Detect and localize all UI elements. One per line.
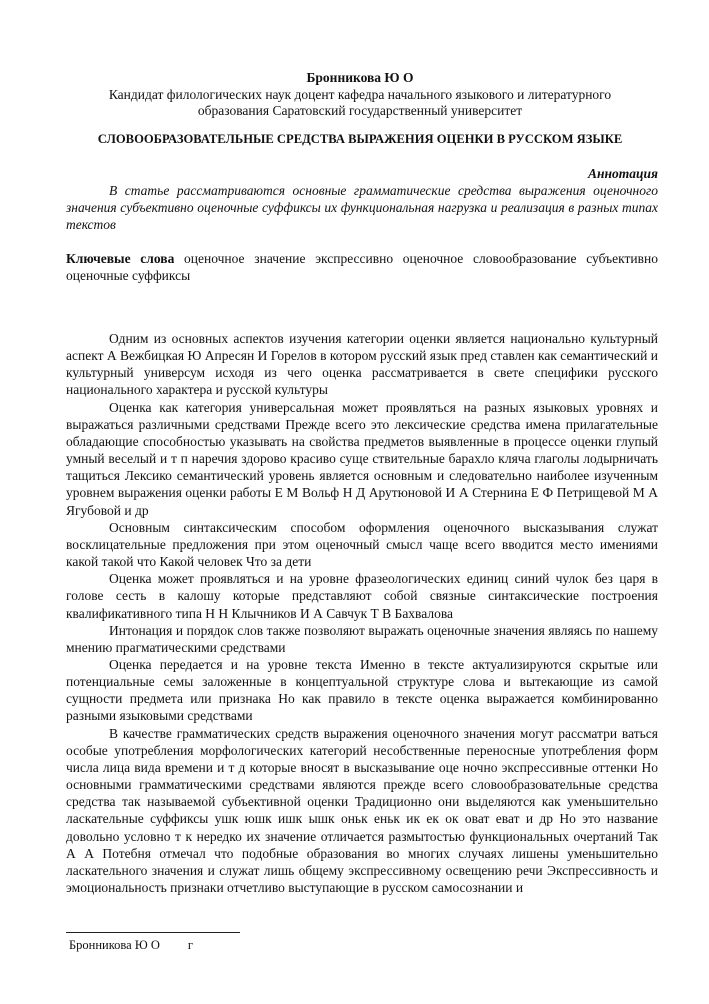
- footnote-author: Бронникова Ю О: [69, 938, 160, 952]
- author-name: Бронникова Ю О: [306, 70, 414, 85]
- affiliation-line-1: Кандидат филологических наук доцент кафедра начального языкового и литературного: [108, 87, 612, 102]
- article-body: [66, 330, 658, 896]
- footnote-suffix: г: [187, 938, 193, 952]
- body-paragraph: Интонация и порядок слов также позволяют выражать оценочные значения являясь по нашему мнению прагматическими средствами: [66, 622, 658, 655]
- annotation-heading: Аннотация: [588, 166, 658, 181]
- keywords: [66, 250, 658, 284]
- body-paragraph: Одним из основных аспектов изучения категории оценки является национально культурный аспект А Вежбицкая Ю Апресян И Горелов в котором русский язык пред ставлен как семантический и культурный универсум исходя из чего оценка рассматривается в свете специфики русского национального характера и русской культуры: [66, 331, 658, 398]
- article-title: СЛОВООБРАЗОВАТЕЛЬНЫЕ СРЕДСТВА ВЫРАЖЕНИЯ ОЦЕНКИ В РУССКОМ ЯЗЫКЕ: [97, 132, 623, 146]
- keywords-label: Ключевые слова: [66, 251, 175, 266]
- footnote: [69, 938, 193, 953]
- body-paragraph: Оценка передается и на уровне текста Именно в тексте актуализируются скрытые или потенциальные семы заложенные в концептуальной структуре слова и вытекающие из самой сущности предмета или признака Но как правило в тексте оценка выражается комбинированно разными языковыми средствами: [66, 656, 658, 724]
- keywords-text: оценочное значение экспрессивно оценочное словообразование субъективно оценочные суффиксы: [66, 251, 658, 283]
- footnote-divider: [66, 932, 240, 933]
- body-paragraph: Оценка может проявляться и на уровне фразеологических единиц синий чулок без царя в голове сесть в калошу которые представляют собой связные синтаксические построения квалификативного типа Н Н Клычников И А Савчук Т В Бахвалова: [66, 571, 658, 621]
- body-paragraph: Основным синтаксическим способом оформления оценочного высказывания служат восклицательные предложения при этом оценочный смысл чаще всего вводится место имениями какой такой что Какой человек Что за дети: [66, 519, 658, 570]
- body-paragraph: В качестве грамматических средств выражения оценочного значения могут рассматри ваться особые употребления морфологических категорий несобственные переносные употребления форм числа лица вида времени и т д которые вносят в высказывание оце ночно экспрессивные оттенки Но основными грамматическими средствами являются прежде всего словообразовательные средства средства так называемой субъективной оценки Традиционно они выделяются как уменьшительно ласкательные суффиксы ушк юшк ишк ышк оньк еньк ик ек ок оват еват и др Но это название довольно условно т к нередко их значение отличается размытостью функциональных очертаний Так А А Потебня отмечал что подобные образования во многих случаях лишены уменьшительно ласкательного значения и служат лишь общему экспрессивному освещению речи Экспрессивность и эмоциональность признаки отчетливо выступающие в русском самосознании и: [66, 725, 658, 895]
- body-paragraph: Оценка как категория универсальная может проявляться на разных языковых уровнях и выражаться различными средствами Прежде всего это лексические средства имена прилагательные обладающие способностью указывать на свойства предметов выявленные в процессе оценки глупый умный веселый и т п наречия здорово красиво суще ствительные барахло кляча глаголы лодырничать тащиться Лексико семантический уровень является основным и следовательно наиболее изученным уровнем выражения оценки работы Е М Вольф Н Д Арутюновой И А Стернина Е Ф Петрищевой М А Ягубовой и др: [66, 399, 658, 518]
- affiliation-line-2: образования Саратовский государственный университет: [197, 103, 523, 118]
- annotation-text: В статье рассматриваются основные грамматические средства выражения оценочного значения субъективно оценочные суффиксы их функциональная нагрузка и реализация в разных типах текстов: [66, 183, 658, 232]
